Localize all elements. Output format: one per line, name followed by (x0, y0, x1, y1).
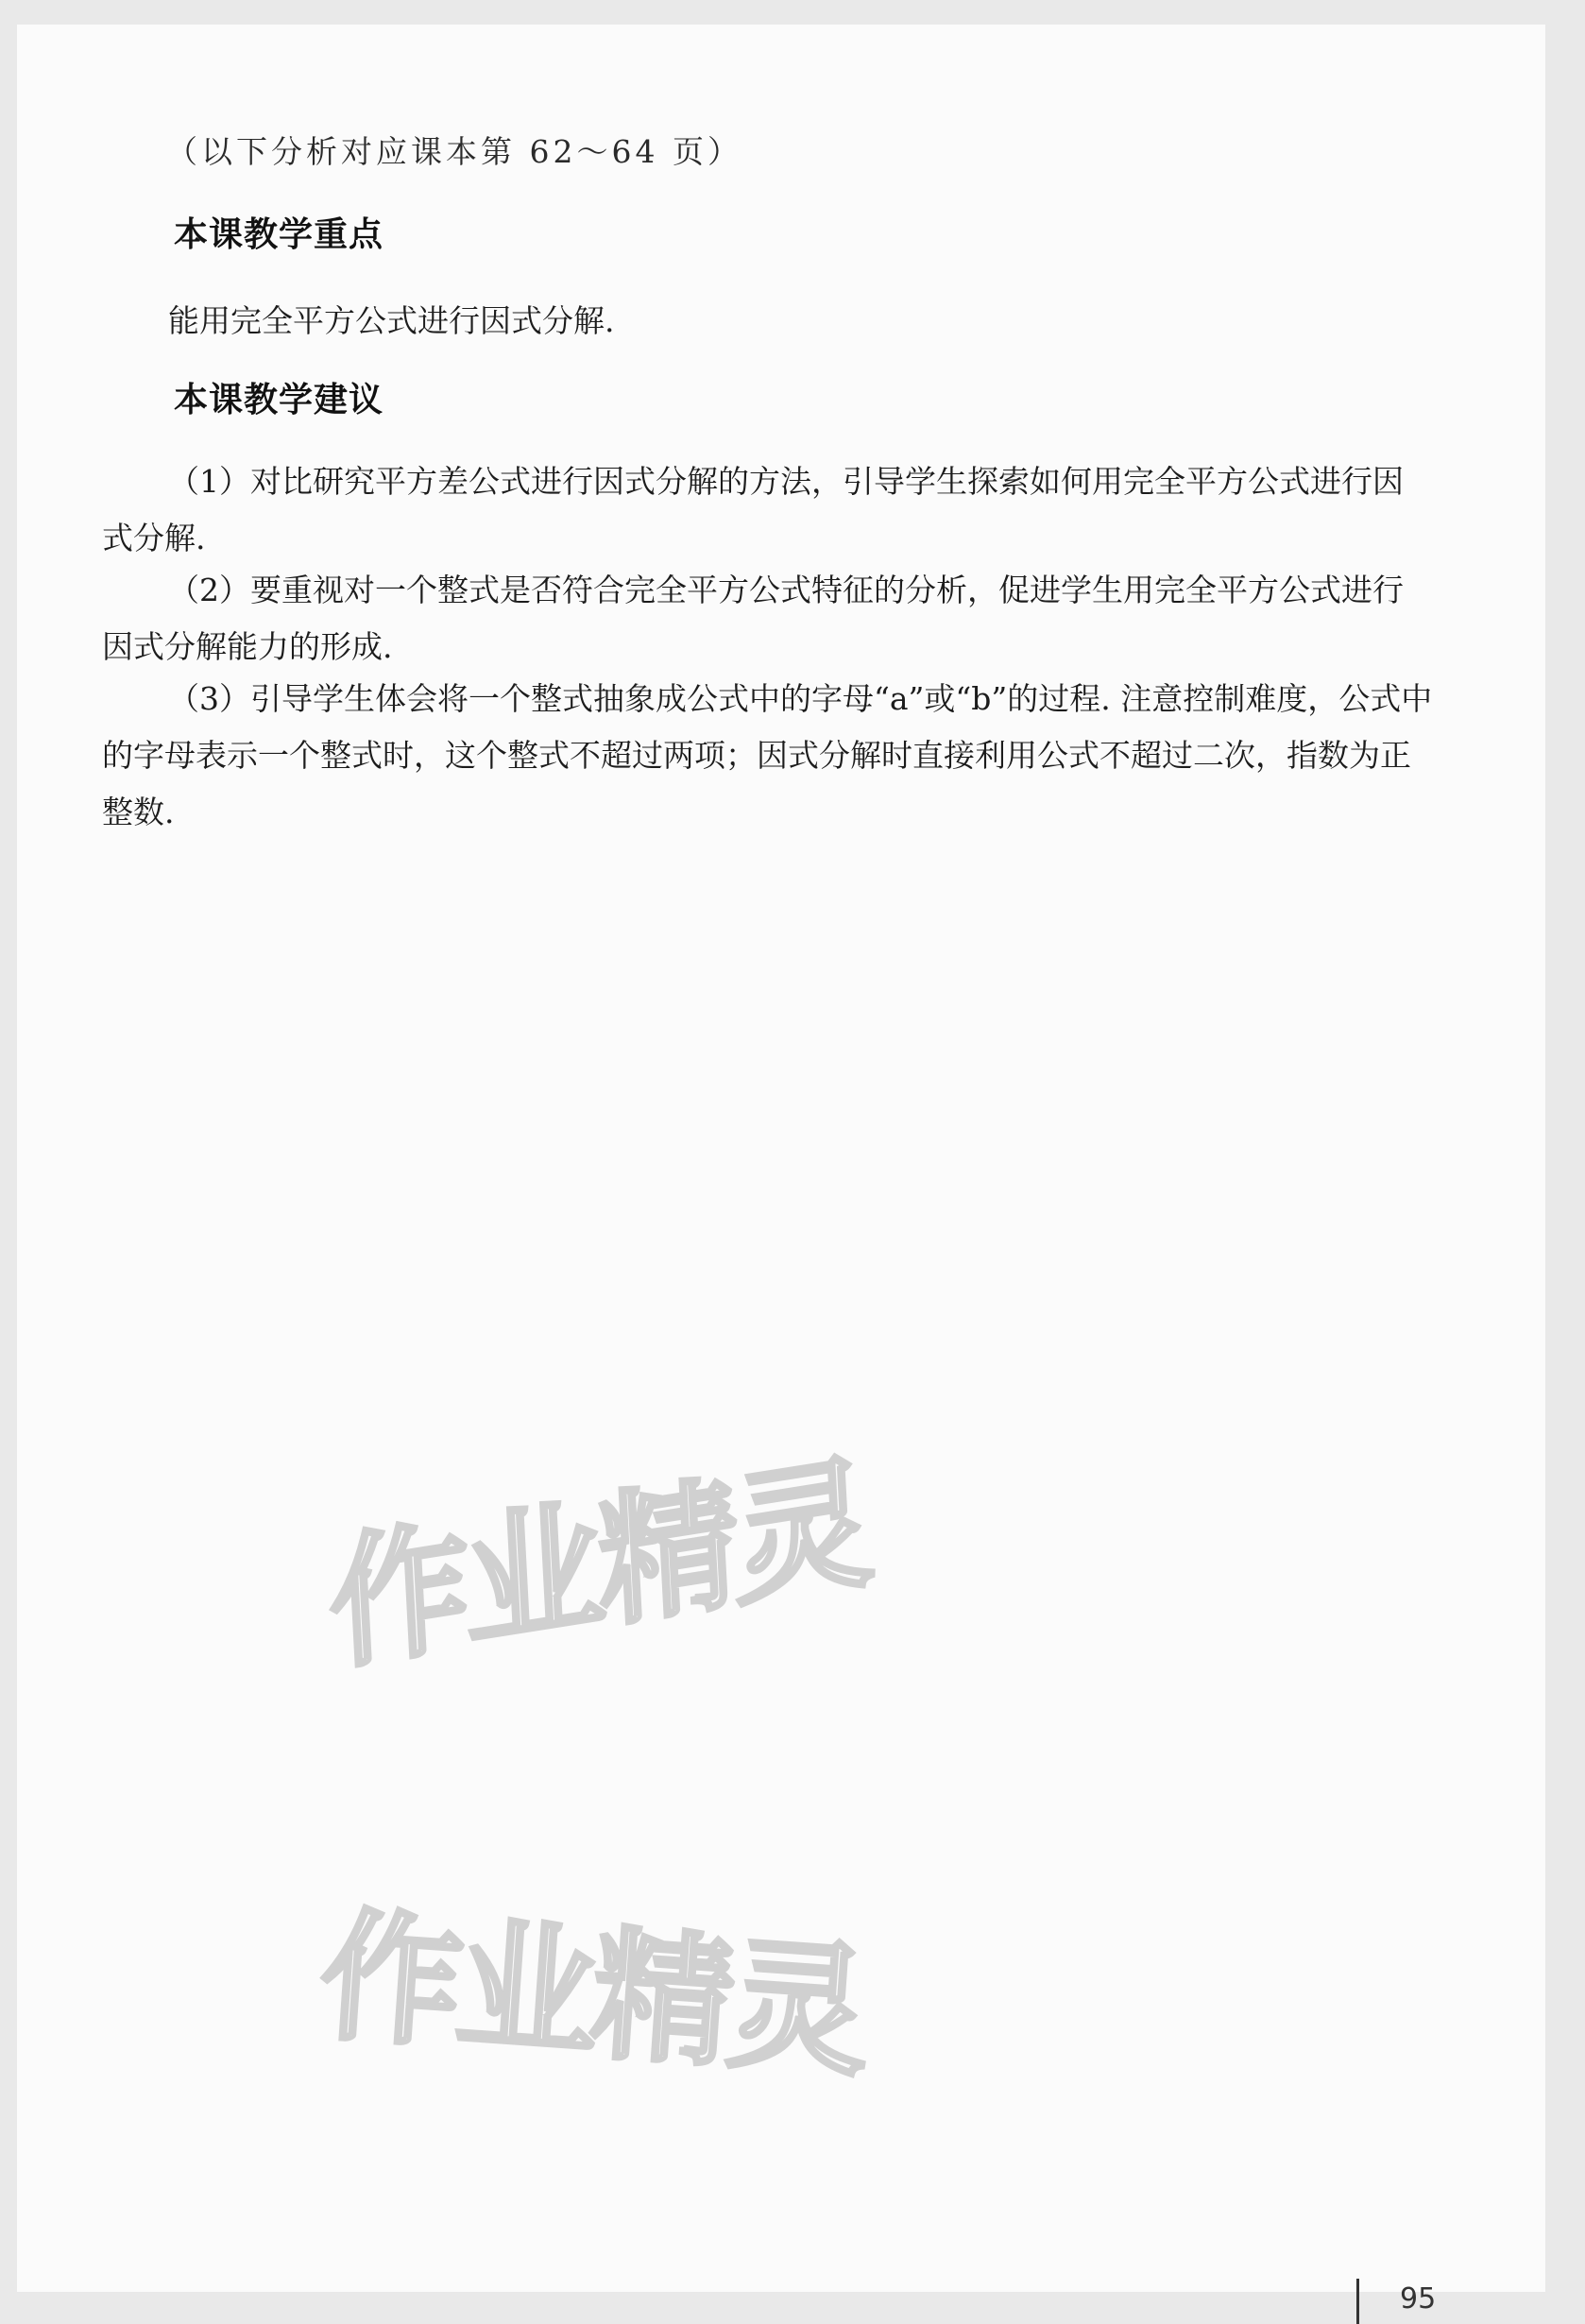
advice-item-1 (102, 453, 1434, 567)
advice-item-3-text: （3）引导学生体会将一个整式抽象成公式中的字母“a”或“b”的过程. 注意控制难度，公式中的字母表示一个整式时，这个整式不超过两项；因式分解时直接利用公式不超过二次，指数为正整数. (102, 680, 1433, 830)
page-number: 95 (1400, 2282, 1437, 2315)
advice-item-1-text: （1）对比研究平方差公式进行因式分解的方法，引导学生探索如何用完全平方公式进行因式分解. (102, 463, 1404, 556)
page-reference-note: （以下分析对应课本第 62～64 页） (166, 133, 742, 170)
advice-item-2 (102, 562, 1434, 675)
teaching-advice-heading: 本课教学建议 (170, 373, 387, 423)
page-number-rule (1356, 2279, 1359, 2324)
advice-item-2-text: （2）要重视对一个整式是否符合完全平方公式特征的分析，促进学生用完全平方公式进行因式分解能力的形成. (102, 572, 1404, 665)
watermark-logo: 作业精灵 (325, 1440, 872, 1691)
teaching-focus-heading: 本课教学重点 (170, 208, 387, 258)
watermark-logo: 作业精灵 (315, 1894, 870, 2096)
teaching-focus-text: 能用完全平方公式进行因式分解. (168, 302, 615, 339)
advice-item-3 (102, 671, 1434, 841)
